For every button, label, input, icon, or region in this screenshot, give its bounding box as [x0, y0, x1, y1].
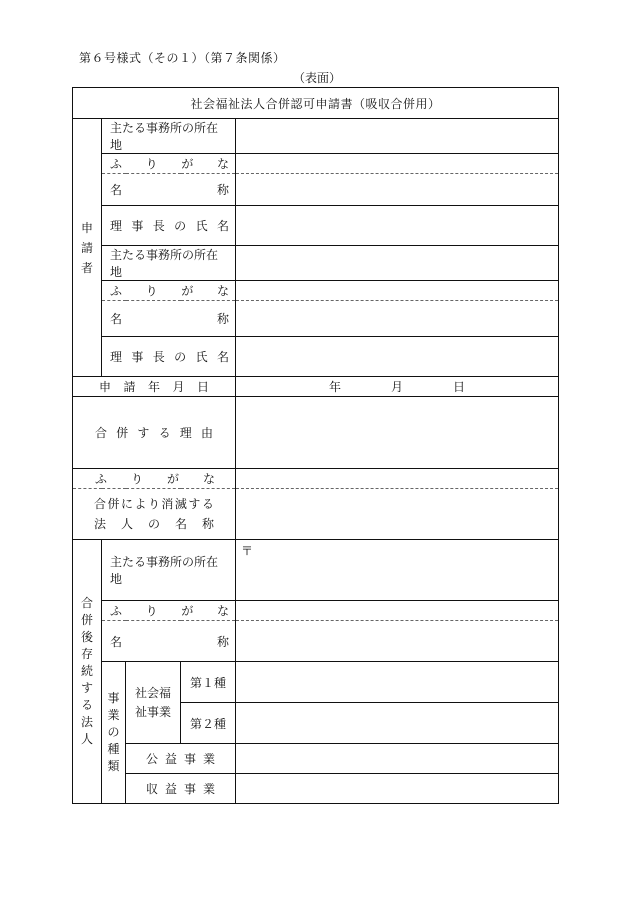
dissolved-furigana-label: ふ り が な	[73, 469, 236, 489]
form-title: 社会福祉法人合併認可申請書（吸収合併用）	[73, 88, 559, 119]
public-interest-label: 公益事業	[126, 744, 236, 774]
profit-business-label: 収益事業	[126, 774, 236, 804]
applicant2-chair-label: 理 事 長 の 氏 名	[102, 337, 236, 377]
application-date-field[interactable]	[236, 377, 559, 397]
applicant1-name-field[interactable]	[236, 174, 559, 206]
applicant-group-label	[73, 119, 102, 377]
applicant1-chair-label: 理 事 長 の 氏 名	[102, 206, 236, 246]
surviving-address-field[interactable]	[236, 540, 559, 601]
surviving-furigana-field[interactable]	[236, 601, 559, 621]
type1-label: 第１種	[181, 662, 236, 703]
applicant1-furigana-field[interactable]	[236, 154, 559, 174]
application-date-label: 申 請 年 月 日	[73, 377, 236, 397]
applicant1-name-label: 名 称	[102, 174, 236, 206]
applicant2-name-label: 名 称	[102, 301, 236, 337]
applicant-group-text: 申請者	[80, 220, 93, 275]
side-label: （表面）	[292, 71, 341, 85]
public-interest-field[interactable]	[236, 744, 559, 774]
applicant1-address-field[interactable]	[236, 119, 559, 154]
surviving-address-label: 主たる事務所の所在地	[102, 540, 236, 601]
merger-reason-field[interactable]	[236, 397, 559, 469]
type2-field[interactable]	[236, 703, 559, 744]
application-form	[72, 87, 559, 804]
dissolved-furigana-field[interactable]	[236, 469, 559, 489]
postal-mark: 〒	[241, 544, 254, 558]
business-group-text: 事業の種類	[107, 691, 120, 773]
date-day-label: 日	[453, 380, 466, 394]
type1-field[interactable]	[236, 662, 559, 703]
applicant2-name-field[interactable]	[236, 301, 559, 337]
merger-reason-label: 合 併 す る 理 由	[73, 397, 236, 469]
form-number: 第６号様式（その１）（第７条関係）	[79, 51, 286, 65]
applicant2-address-field[interactable]	[236, 246, 559, 281]
date-year-label: 年	[328, 380, 341, 394]
business-group-label	[102, 662, 126, 804]
applicant1-furigana-label: ふ り が な	[102, 154, 236, 174]
surviving-name-label: 名 称	[102, 621, 236, 662]
applicant2-furigana-field[interactable]	[236, 281, 559, 301]
surviving-group-label	[73, 540, 102, 804]
surviving-name-field[interactable]	[236, 621, 559, 662]
applicant1-chair-field[interactable]	[236, 206, 559, 246]
applicant2-address-label: 主たる事務所の所在地	[102, 246, 236, 281]
surviving-group-text: 合併後存続する法人	[80, 596, 93, 746]
date-month-label: 月	[390, 380, 403, 394]
surviving-furigana-label: ふ り が な	[102, 601, 236, 621]
type2-label: 第２種	[181, 703, 236, 744]
dissolved-name-label	[73, 489, 236, 540]
social-welfare-label: 社会福 祉事業	[126, 662, 181, 744]
applicant2-furigana-label: ふ り が な	[102, 281, 236, 301]
applicant1-address-label: 主たる事務所の所在地	[102, 119, 236, 154]
applicant2-chair-field[interactable]	[236, 337, 559, 377]
profit-business-field[interactable]	[236, 774, 559, 804]
dissolved-name-field[interactable]	[236, 489, 559, 540]
dissolved-name-line1: 合 併 に よ り 消 滅 す る	[94, 497, 214, 511]
dissolved-name-line2: 法 人 の 名 称	[94, 517, 214, 531]
